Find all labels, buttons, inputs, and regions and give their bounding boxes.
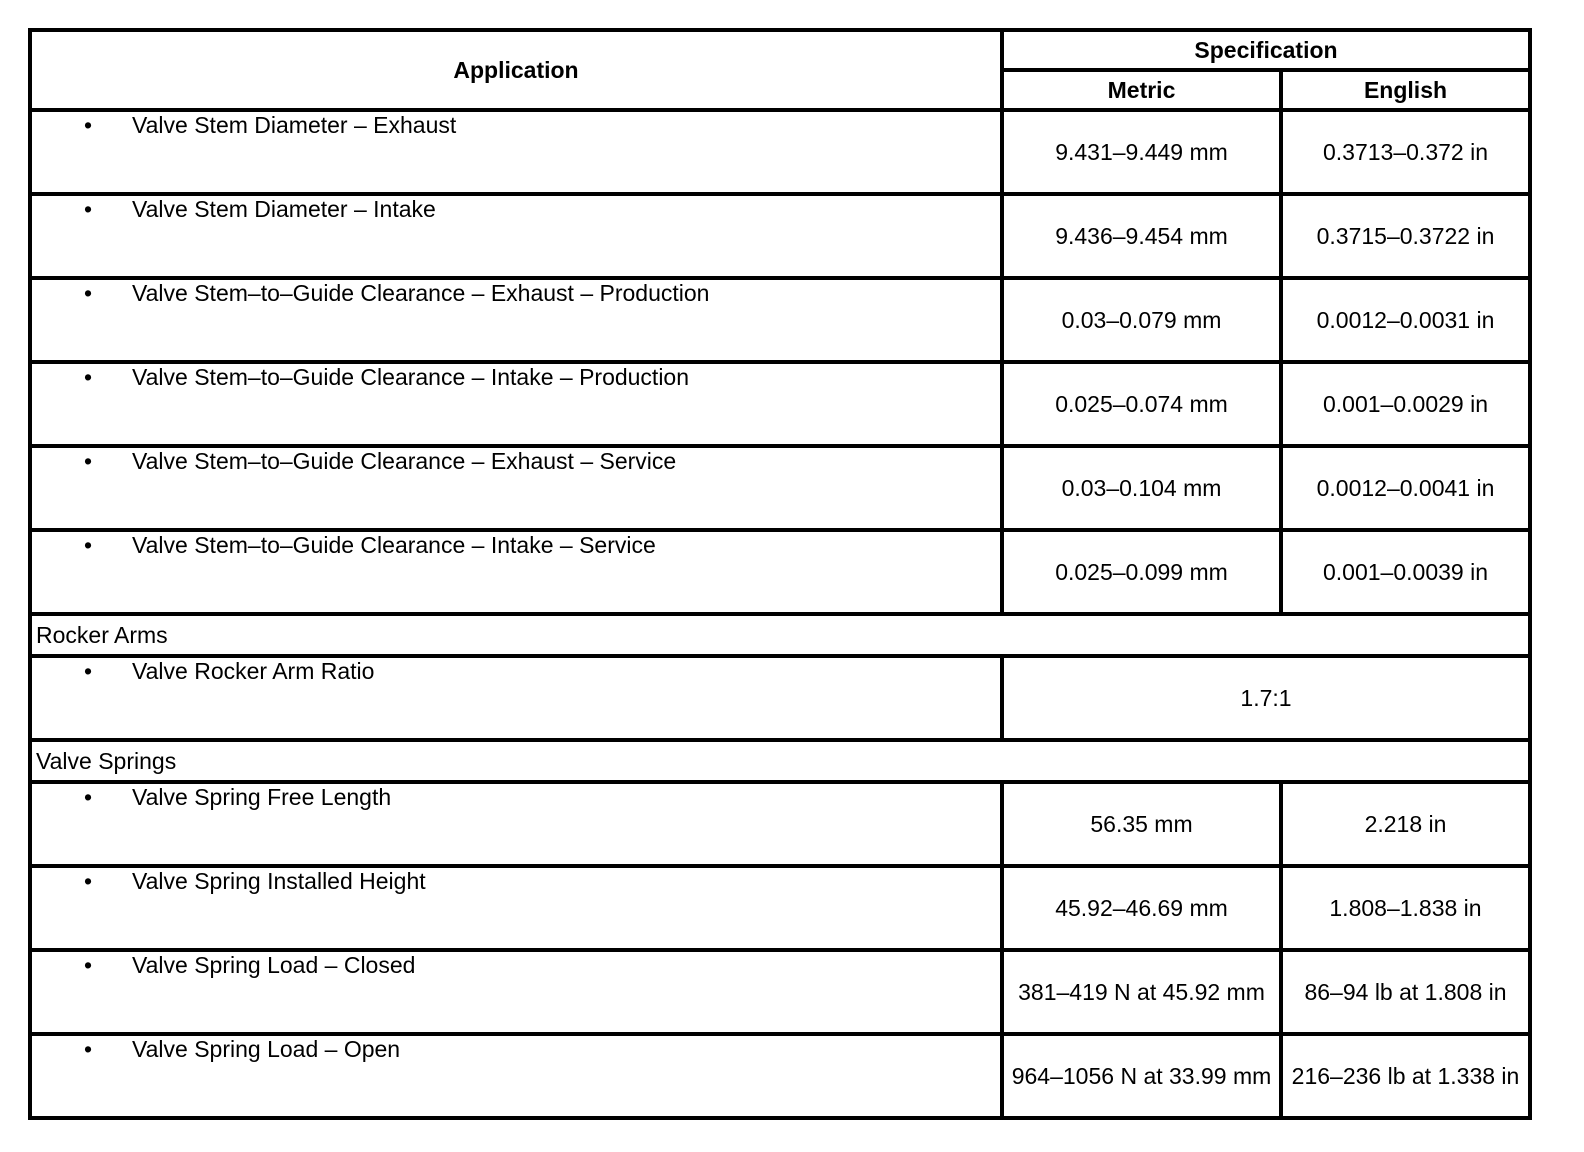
table-row xyxy=(30,278,1530,362)
application-cell xyxy=(30,782,1002,866)
metric-value: 56.35 mm xyxy=(1002,782,1281,866)
ratio-value: 1.7:1 xyxy=(1002,656,1530,740)
english-value: 0.3713–0.372 in xyxy=(1281,110,1530,194)
application-cell xyxy=(30,194,1002,278)
english-value: 1.808–1.838 in xyxy=(1281,866,1530,950)
english-value: 0.3715–0.3722 in xyxy=(1281,194,1530,278)
metric-value: 9.436–9.454 mm xyxy=(1002,194,1281,278)
table-row xyxy=(30,1034,1530,1118)
application-label: Valve Stem–to–Guide Clearance – Exhaust – Service xyxy=(132,448,677,474)
metric-value: 0.025–0.074 mm xyxy=(1002,362,1281,446)
metric-value: 0.025–0.099 mm xyxy=(1002,530,1281,614)
section-row-rocker-arms xyxy=(30,614,1530,656)
bullet-icon: • xyxy=(84,784,93,810)
application-label: Valve Spring Load – Open xyxy=(132,1036,401,1062)
bullet-icon: • xyxy=(84,196,93,222)
table-row xyxy=(30,866,1530,950)
metric-value: 964–1056 N at 33.99 mm xyxy=(1002,1034,1281,1118)
table-row xyxy=(30,530,1530,614)
header-specification: Specification xyxy=(1002,30,1530,70)
bullet-icon: • xyxy=(84,364,93,390)
english-value: 2.218 in xyxy=(1281,782,1530,866)
bullet-icon: • xyxy=(84,1036,93,1062)
application-cell xyxy=(30,446,1002,530)
application-label: Valve Stem Diameter – Exhaust xyxy=(132,112,457,138)
application-label: Valve Rocker Arm Ratio xyxy=(132,658,375,684)
english-value: 0.0012–0.0031 in xyxy=(1281,278,1530,362)
bullet-icon: • xyxy=(84,658,93,684)
bullet-icon: • xyxy=(84,280,93,306)
english-value: 0.0012–0.0041 in xyxy=(1281,446,1530,530)
application-cell xyxy=(30,362,1002,446)
table-row xyxy=(30,446,1530,530)
metric-value: 9.431–9.449 mm xyxy=(1002,110,1281,194)
application-label: Valve Stem–to–Guide Clearance – Intake – Service xyxy=(132,532,656,558)
bullet-icon: • xyxy=(84,532,93,558)
metric-value: 0.03–0.104 mm xyxy=(1002,446,1281,530)
header-metric: Metric xyxy=(1002,70,1281,110)
application-cell xyxy=(30,1034,1002,1118)
bullet-icon: • xyxy=(84,448,93,474)
section-title: Rocker Arms xyxy=(30,614,1530,656)
application-cell xyxy=(30,656,1002,740)
application-label: Valve Stem Diameter – Intake xyxy=(132,196,436,222)
header-english: English xyxy=(1281,70,1530,110)
table-row xyxy=(30,362,1530,446)
application-cell xyxy=(30,866,1002,950)
bullet-icon: • xyxy=(84,112,93,138)
application-cell xyxy=(30,950,1002,1034)
table-row xyxy=(30,110,1530,194)
bullet-icon: • xyxy=(84,952,93,978)
bullet-icon: • xyxy=(84,868,93,894)
section-title: Valve Springs xyxy=(30,740,1530,782)
english-value: 0.001–0.0039 in xyxy=(1281,530,1530,614)
table-row xyxy=(30,950,1530,1034)
application-label: Valve Stem–to–Guide Clearance – Exhaust – Production xyxy=(132,280,710,306)
english-value: 216–236 lb at 1.338 in xyxy=(1281,1034,1530,1118)
metric-value: 381–419 N at 45.92 mm xyxy=(1002,950,1281,1034)
english-value: 86–94 lb at 1.808 in xyxy=(1281,950,1530,1034)
metric-value: 45.92–46.69 mm xyxy=(1002,866,1281,950)
application-label: Valve Spring Installed Height xyxy=(132,868,426,894)
application-label: Valve Stem–to–Guide Clearance – Intake – Production xyxy=(132,364,690,390)
table-row xyxy=(30,656,1530,740)
application-label: Valve Spring Free Length xyxy=(132,784,392,810)
metric-value: 0.03–0.079 mm xyxy=(1002,278,1281,362)
header-application: Application xyxy=(30,30,1002,110)
application-cell xyxy=(30,530,1002,614)
section-row-valve-springs xyxy=(30,740,1530,782)
table-row xyxy=(30,194,1530,278)
english-value: 0.001–0.0029 in xyxy=(1281,362,1530,446)
application-cell xyxy=(30,110,1002,194)
header-row xyxy=(30,30,1530,70)
application-cell xyxy=(30,278,1002,362)
table-row xyxy=(30,782,1530,866)
spec-table xyxy=(28,28,1532,1120)
application-label: Valve Spring Load – Closed xyxy=(132,952,416,978)
